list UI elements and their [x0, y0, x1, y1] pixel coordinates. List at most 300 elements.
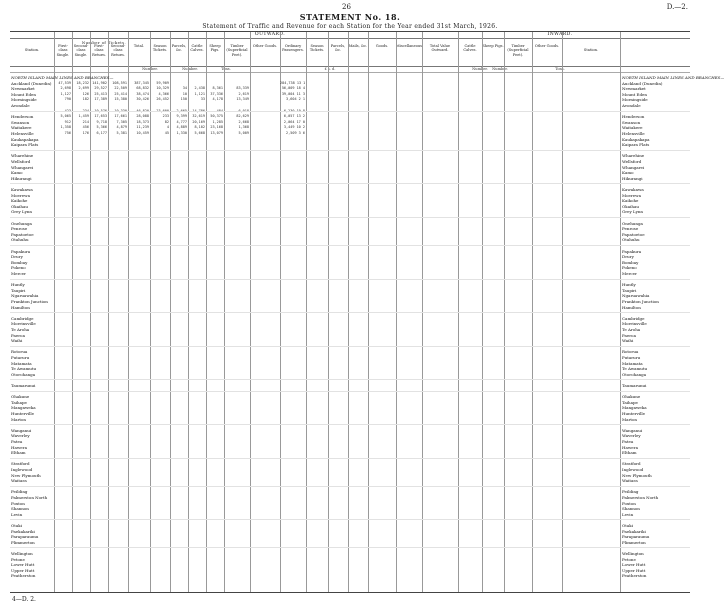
column-header: Total. — [133, 44, 145, 48]
table-cell: 82,629 — [236, 114, 249, 119]
unit-label: Number. — [142, 67, 158, 71]
station-name: Patea — [11, 439, 23, 444]
station-name: New Plymouth — [622, 472, 652, 478]
station-name: Wellington — [11, 551, 33, 556]
station-name: Putaruru — [11, 355, 30, 360]
table-cell: 47,539 — [58, 80, 71, 85]
station-name: Otahuhu — [622, 237, 640, 243]
table-cell: 25,414 — [114, 91, 127, 96]
station-name: Grey Lynn — [11, 209, 33, 215]
station-name: Kamo — [622, 170, 634, 176]
unit-label: £ s. d. — [324, 67, 336, 71]
station-name: Paekakariki — [622, 528, 646, 534]
station-name: Onehunga — [11, 220, 32, 226]
station-name: Henderson — [622, 114, 645, 120]
table-cell: 387,345 — [134, 80, 149, 85]
station-name: Petone — [11, 556, 25, 562]
station-name: Levin — [622, 511, 634, 517]
table-cell: 39,004 11 3 — [281, 91, 305, 96]
table-cell: 46,820 — [136, 108, 149, 113]
station-name: Drury — [11, 254, 23, 260]
station-name: Wharehine — [622, 153, 645, 159]
station-name: Penrose — [11, 226, 28, 232]
column-header: Other Goods. — [534, 44, 560, 48]
table-cell: 8,361 — [212, 86, 223, 91]
column-header: Second-class Return. — [110, 44, 126, 57]
table-cell: 59,909 — [156, 80, 169, 85]
unit-label: Number. — [182, 67, 198, 71]
table-cell: 141,902 — [92, 80, 107, 85]
table-cell: 5,366 — [96, 125, 107, 130]
station-name: Swanson — [11, 119, 30, 125]
table-cell: 2,699 — [78, 86, 89, 91]
station-name: Auckland (Dunedin) — [11, 80, 52, 86]
outward-group-label: OUTWARD. — [254, 32, 286, 37]
station-name: Levin — [11, 511, 23, 517]
table-cell: 23,168 — [210, 125, 223, 130]
station-name: Mangaweka — [11, 405, 36, 411]
table-cell: 756 — [64, 131, 71, 135]
station-name: Pokeno — [622, 265, 637, 271]
table-cell: 4,889 — [176, 125, 187, 130]
table-cell: 2,064 17 0 — [283, 119, 305, 124]
table-cell: 7,305 — [116, 119, 127, 124]
group-spacer — [10, 458, 690, 459]
station-name: Lower Hutt — [11, 562, 35, 568]
station-name: Waverley — [11, 433, 30, 439]
table-cell: 4 — [166, 125, 169, 130]
table-cell: 456 — [82, 125, 89, 130]
station-name: Waverley — [622, 433, 641, 439]
station-name: Newmarket — [11, 86, 35, 92]
page-footer: 4—D. 2. — [12, 596, 36, 603]
column-header: Parcels, &c. — [330, 44, 346, 53]
table-cell: 13,349 — [236, 97, 249, 102]
table-cell: 10 — [182, 91, 187, 96]
table-cell: 13,079 — [210, 131, 223, 135]
group-spacer — [10, 217, 690, 218]
table-cell: 2,619 — [238, 91, 249, 96]
table-cell: 3,449 10 2 — [283, 125, 305, 130]
station-name: Featherston — [11, 573, 36, 579]
table-cell: 15,380 — [114, 97, 127, 102]
station-name: Waitara — [622, 478, 638, 484]
table-cell: 18,373 — [136, 119, 149, 124]
table-cell: 10,576 — [94, 108, 107, 113]
station-name: Hikurangi — [622, 175, 643, 181]
table-cell: 14,786 — [192, 108, 205, 113]
unit-label: Number. — [472, 67, 488, 71]
unit-label: Tons. — [221, 67, 231, 71]
station-name: Huntly — [11, 282, 25, 288]
station-name: Patea — [622, 439, 634, 444]
inward-group-label: INWARD. — [547, 32, 573, 37]
station-name: Paeroa — [622, 332, 636, 338]
column-header: Cattle Calves. — [190, 44, 204, 53]
station-name: Foxton — [622, 500, 636, 506]
station-name: Waitara — [11, 478, 27, 484]
station-name: Pokeno — [11, 265, 26, 271]
station-name: Huntly — [622, 282, 636, 288]
station-name: Bombay — [11, 259, 28, 265]
table-cell: 484 — [216, 108, 223, 113]
station-name: Morningside — [11, 97, 37, 103]
station-name: Newmarket — [622, 86, 646, 92]
station-name: Wellsford — [622, 159, 642, 164]
station-name: Ngaruawahia — [622, 293, 650, 299]
station-name: NORTH ISLAND MAIN LINES AND BRANCHES— — [622, 75, 724, 80]
station-name: Kaipara Flats — [622, 142, 650, 148]
table-cell: 8,102 — [194, 125, 205, 130]
station-name: Otorohanga — [622, 371, 647, 377]
table-cell: 790 — [64, 97, 71, 102]
station-name: Te Awamutu — [11, 366, 37, 372]
station-name: Kawakawa — [11, 187, 33, 192]
station-name: Okaihau — [622, 203, 639, 209]
station-name: Kamo — [11, 170, 23, 176]
group-spacer — [10, 346, 690, 347]
statement-subtitle: Statement of Traffic and Revenue for each Station for the Year ended 31st March, 1926. — [202, 23, 498, 30]
table-cell: 6,018 — [238, 108, 249, 113]
station-name: Helensville — [622, 131, 645, 136]
table-cell: 1,330 — [176, 131, 187, 135]
station-name: Frankton Junction — [622, 299, 659, 304]
table-cell: 9,718 — [96, 119, 107, 124]
station-name: Kaikohe — [11, 198, 28, 204]
station-name: Mangaweka — [622, 405, 647, 411]
station-name: Mount Eden — [622, 91, 647, 97]
station-name: Grey Lynn — [622, 209, 644, 215]
column-header: Sheep Pigs. — [482, 44, 504, 48]
station-name: Kaipara Flats — [11, 142, 39, 148]
table-cell: 6,230 19 8 — [283, 108, 305, 113]
group-spacer — [10, 245, 690, 246]
station-name: Inglewood — [11, 467, 33, 472]
group-spacer — [10, 391, 690, 392]
column-header: Other Goods. — [252, 44, 278, 48]
column-header: Cattle Calves. — [463, 44, 477, 53]
station-name: Cambridge — [11, 315, 34, 321]
table-cell: 26,452 — [156, 97, 169, 102]
column-header: Timber (Superficial Feet). — [507, 44, 529, 57]
table-cell: 214 — [82, 119, 89, 124]
station-name: Taumarunui — [11, 383, 36, 388]
station-name: Featherston — [622, 573, 647, 579]
table-cell: 6,057 13 2 — [283, 114, 305, 119]
column-header: Total Value Outward. — [429, 44, 451, 53]
station-name: Waitakere — [11, 125, 32, 131]
station-name: Whangarei — [11, 164, 34, 170]
table-cell: 5,381 — [116, 131, 127, 135]
station-name: Morningside — [622, 97, 648, 103]
statement-title: STATEMENT No. 18. — [299, 12, 401, 22]
station-name: Frankton Junction — [11, 299, 48, 304]
table-cell: 2,698 — [60, 86, 71, 91]
group-spacer — [10, 150, 690, 151]
station-name: Lower Hutt — [622, 562, 646, 568]
unit-label: Tons. — [555, 67, 565, 71]
station-name: Hunterville — [11, 411, 34, 416]
table-cell: 2,665 — [176, 108, 187, 113]
table-cell: 9,399 — [176, 114, 187, 119]
table-cell: 6,177 — [96, 131, 107, 135]
station-name: Moerewa — [622, 192, 641, 198]
station-name: Foxton — [11, 500, 25, 506]
units-rule — [10, 72, 690, 73]
station-name: Te Aroha — [622, 327, 641, 332]
table-cell: 423 — [64, 108, 71, 113]
table-cell: 1,368 — [238, 125, 249, 130]
station-name: Papatoetoe — [11, 231, 34, 237]
table-cell: 1,358 — [60, 125, 71, 130]
column-header: Goods. — [375, 44, 389, 48]
table-cell: 10,330 — [114, 108, 127, 113]
table-cell: 10,459 — [136, 131, 149, 135]
traffic-revenue-table — [10, 31, 724, 593]
table-cell: 11,239 — [136, 125, 149, 130]
station-name: Ohakune — [622, 394, 641, 400]
station-name: Paraparaumu — [622, 534, 650, 540]
station-name: Avondale — [11, 103, 30, 108]
table-cell: 50,375 — [210, 114, 223, 119]
station-name: Waihi — [622, 338, 634, 344]
unit-label: Number. — [492, 67, 508, 71]
station-name: Shannon — [622, 506, 640, 512]
station-name: Plimmerton — [622, 539, 646, 545]
station-name: Marton — [11, 416, 26, 422]
document-reference: D.—2. — [666, 3, 688, 11]
group-spacer — [10, 424, 690, 425]
station-name: Palmerston North — [11, 495, 48, 500]
station-name: Mercer — [11, 271, 26, 276]
table-cell: 30,426 — [136, 97, 149, 102]
table-cell: 17,661 — [114, 114, 127, 119]
table-cell: 5,668 — [194, 131, 205, 135]
column-header: Timber (Superficial Feet). — [226, 44, 248, 57]
station-name: Taupiri — [11, 287, 26, 293]
station-name: Wharehine — [11, 153, 34, 159]
table-cell: 17,653 — [94, 114, 107, 119]
station-name: Te Awamutu — [622, 366, 648, 372]
table-cell: 5,009 — [238, 131, 249, 135]
table-cell: 182 — [82, 97, 89, 102]
table-cell: 2,438 — [194, 86, 205, 91]
table-cell: 32,619 — [192, 114, 205, 119]
table-cell: 912 — [64, 119, 71, 124]
table-cell: 18,232 — [76, 80, 89, 85]
station-name: Mount Eden — [11, 91, 36, 97]
station-name: Moerewa — [11, 192, 30, 198]
station-name: Bombay — [622, 259, 639, 265]
table-cell: 150 — [180, 97, 187, 102]
column-header: Sheep Pigs. — [209, 44, 221, 53]
station-name: Paraparaumu — [11, 534, 39, 540]
group-spacer — [10, 279, 690, 280]
table-cell: 1,127 — [60, 91, 71, 96]
station-name: Plimmerton — [11, 539, 35, 545]
station-name: Kaukapakapa — [622, 136, 650, 142]
station-name: Waihi — [11, 338, 23, 344]
table-cell: 176 — [82, 131, 89, 135]
column-header: Parcels, &c. — [171, 44, 187, 53]
table-cell: 5,065 — [60, 114, 71, 119]
table-cell: 10,329 — [156, 86, 169, 91]
column-header: First-class Return. — [92, 44, 106, 57]
station-name: Henderson — [11, 114, 34, 120]
table-cell: 29,527 — [94, 86, 107, 91]
table-cell: 34 — [182, 86, 187, 91]
station-name: Avondale — [622, 103, 641, 108]
station-name: Papakura — [11, 248, 31, 254]
table-cell: 28,088 — [136, 114, 149, 119]
station-name: Onehunga — [622, 220, 643, 226]
table-cell: 2,668 — [238, 119, 249, 124]
group-spacer — [10, 379, 690, 380]
tickets-group-label: Number of Tickets. — [81, 40, 127, 45]
station-name: Rotorua — [622, 349, 639, 355]
table-cell: 83,339 — [236, 86, 249, 91]
station-name: Mercer — [622, 271, 637, 276]
station-name: Putaruru — [622, 355, 641, 360]
column-header: Mails, &c. — [348, 44, 368, 48]
table-cell: 22,509 — [114, 86, 127, 91]
column-header: Season Tickets. — [309, 44, 325, 53]
station-name: Taumarunui — [622, 383, 647, 388]
table-cell: 17,389 — [94, 97, 107, 102]
station-name: Shannon — [11, 506, 29, 512]
station-name: Papatoetoe — [622, 231, 645, 237]
station-name: Hawera — [622, 444, 638, 450]
column-header: Ordinary Passengers. — [282, 44, 304, 53]
column-header: Second-class Single. — [73, 44, 89, 57]
station-name: Paekakariki — [11, 528, 35, 534]
table-cell: 68,832 — [136, 86, 149, 91]
station-name: Wanganui — [11, 427, 32, 433]
station-name: Petone — [622, 556, 636, 562]
table-cell: 33 — [200, 97, 205, 102]
station-name: Hunterville — [622, 411, 645, 416]
station-name: Morrinsville — [11, 321, 36, 327]
station-name: Marton — [622, 416, 637, 422]
table-cell: 2,509 3 6 — [286, 131, 305, 135]
table-cell: 82 — [164, 119, 169, 124]
station-name: Drury — [622, 254, 634, 260]
group-spacer — [10, 183, 690, 184]
station-name: Eltham — [11, 450, 26, 456]
table-cell: 1,121 — [194, 91, 205, 96]
station-name: Te Aroha — [11, 327, 30, 332]
table-cell: 23,600 — [156, 108, 169, 113]
column-header: Miscellaneous. — [396, 44, 424, 48]
table-cell: 4,178 — [212, 97, 223, 102]
table-cell: 284,738 13 1 — [280, 80, 306, 85]
station-name: Stratford — [622, 461, 641, 467]
station-name: Swanson — [622, 119, 641, 125]
station-name: Papakura — [622, 248, 642, 254]
table-cell: 4,366 — [158, 91, 169, 96]
station-name: Feilding — [622, 489, 639, 495]
table-cell: 234 — [82, 108, 89, 113]
table-cell: 126 — [82, 91, 89, 96]
station-name: Hamilton — [622, 304, 641, 310]
column-header: Station. — [583, 48, 599, 52]
station-name: Taupiri — [622, 287, 637, 293]
group-spacer — [10, 486, 690, 487]
station-name: Stratford — [11, 461, 30, 467]
station-name: Matamata — [11, 360, 32, 366]
station-name: Ngaruawahia — [11, 293, 39, 299]
station-name: Palmerston North — [622, 495, 659, 500]
station-name: New Plymouth — [11, 472, 41, 478]
table-cell: 3,604 2 1 — [286, 97, 305, 102]
station-name: Hawera — [11, 444, 27, 450]
table-cell: 1,459 — [78, 114, 89, 119]
station-name: Kaukapakapa — [11, 136, 39, 142]
station-name: Feilding — [11, 489, 28, 495]
station-name: Cambridge — [622, 315, 645, 321]
station-name: Helensville — [11, 131, 34, 136]
group-spacer — [10, 547, 690, 548]
station-name: Kawakawa — [622, 187, 644, 192]
group-spacer — [10, 312, 690, 313]
station-name: NORTH ISLAND MAIN LINES AND BRANCHES— — [11, 75, 114, 80]
station-name: Hamilton — [11, 304, 30, 310]
station-name: Wellington — [622, 551, 644, 556]
station-name: Otaki — [11, 523, 22, 528]
station-name: Hikurangi — [11, 175, 32, 181]
column-header: Station. — [24, 48, 40, 52]
station-name: Taihape — [11, 399, 27, 405]
table-cell: 233 — [162, 114, 169, 119]
station-name: Waitakere — [622, 125, 643, 131]
station-name: Wellsford — [11, 159, 31, 164]
station-name: Morrinsville — [622, 321, 647, 327]
table-cell: 20,169 — [192, 119, 205, 124]
station-name: Inglewood — [622, 467, 644, 472]
table-cell: 108,591 — [112, 80, 127, 85]
table-cell: 37,336 — [210, 91, 223, 96]
table-cell: 4,777 — [176, 119, 187, 124]
table-cell: 56,009 18 4 — [281, 86, 305, 91]
station-name: Matamata — [622, 360, 643, 366]
table-cell: 45 — [164, 131, 169, 135]
column-header: First-class Single. — [56, 44, 70, 57]
station-name: Kaikohe — [622, 198, 639, 204]
table-cell: 4,879 — [116, 125, 127, 130]
station-name: Otahuhu — [11, 237, 29, 243]
table-cell: 25,413 — [94, 91, 107, 96]
station-name: Wanganui — [622, 427, 643, 433]
station-name: Whangarei — [622, 164, 645, 170]
group-spacer — [10, 519, 690, 520]
station-name: Eltham — [622, 450, 637, 456]
station-name: Ohakune — [11, 394, 30, 400]
station-name: Otaki — [622, 523, 633, 528]
station-name: Taihape — [622, 399, 638, 405]
station-name: Rotorua — [11, 349, 28, 355]
station-name: Otorohanga — [11, 371, 36, 377]
station-name: Upper Hutt — [622, 567, 646, 573]
station-name: Auckland (Dunedin) — [622, 80, 663, 86]
station-name: Paeroa — [11, 332, 25, 338]
station-name: Okaihau — [11, 203, 28, 209]
header-rule — [10, 38, 690, 39]
table-cell: 38,474 — [136, 91, 149, 96]
station-name: Penrose — [622, 226, 639, 232]
station-name: Upper Hutt — [11, 567, 35, 573]
page-number: 26 — [342, 3, 351, 11]
table-cell: 1,285 — [212, 119, 223, 124]
